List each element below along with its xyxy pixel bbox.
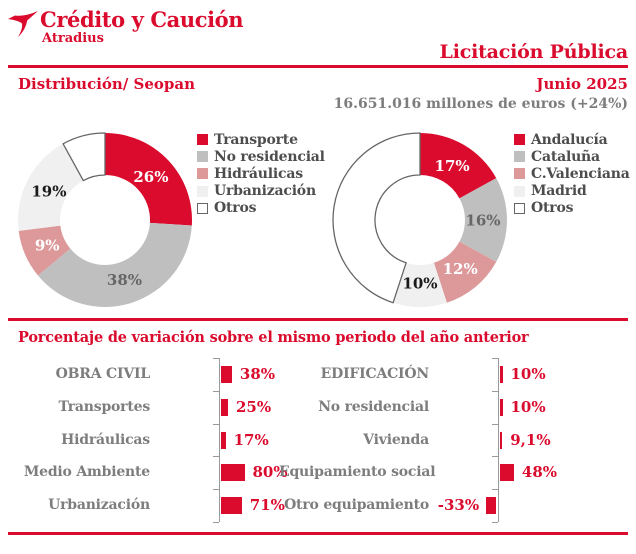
donut-slice-value-madrid: 10% <box>402 274 438 293</box>
bar-category-label-otro-equipamiento: Otro equipamiento <box>284 497 429 514</box>
sector-donut-chart <box>15 130 195 310</box>
bar-category-label-no-residencial: No residencial <box>318 398 429 415</box>
bar-axis <box>219 358 220 522</box>
axis-tick <box>213 489 219 490</box>
bar-category-label-medio-ambiente: Medio Ambiente <box>23 464 150 481</box>
donut-slice-value-andaluci-a: 17% <box>434 157 470 176</box>
legend-swatch-otros <box>514 203 525 214</box>
legend-label-transporte: Transporte <box>214 131 298 148</box>
legend-item-no-residencial <box>197 148 325 165</box>
brand-bird-icon <box>8 11 38 37</box>
edificacion-bar-chart <box>279 358 636 530</box>
legend-item-otros <box>514 200 630 217</box>
axis-tick <box>492 424 498 425</box>
bar-value-no-residencial: 10% <box>510 397 546 416</box>
legend-label-c-valenciana: C.Valenciana <box>531 165 630 182</box>
legend-swatch-urbanizacio-n <box>197 186 208 197</box>
axis-tick <box>213 358 219 359</box>
bar-hidra-ulicas <box>221 432 226 449</box>
legend-item-urbanizacio-n <box>197 183 325 200</box>
sector-legend <box>197 131 325 217</box>
brand-name: Crédito y Caución <box>40 7 244 32</box>
axis-tick <box>213 456 219 457</box>
total-amount-label: 16.651.016 millones de euros (+24%) <box>333 96 628 112</box>
donut-slice-value-transporte: 26% <box>133 168 169 187</box>
bar-vivienda <box>500 432 503 449</box>
donut-slice-value-c-valenciana: 12% <box>442 259 478 278</box>
brand-subname: Atradius <box>42 31 104 46</box>
axis-tick <box>213 424 219 425</box>
legend-label-catalun-a: Cataluña <box>531 148 600 165</box>
region-donut-chart <box>330 130 510 310</box>
donut-slice-value-catalun-a: 16% <box>465 211 501 230</box>
bar-axis <box>498 358 499 522</box>
legend-swatch-catalun-a <box>514 151 525 162</box>
bar-category-label-obra-civil: OBRA CIVIL <box>55 366 150 382</box>
bar-transportes <box>221 399 229 416</box>
bar-no-residencial <box>500 399 503 416</box>
period-label: Junio 2025 <box>536 75 628 93</box>
axis-tick <box>492 358 498 359</box>
legend-item-andaluci-a <box>514 131 630 148</box>
legend-label-andaluci-a: Andalucía <box>531 131 608 148</box>
bar-medio-ambiente <box>221 464 245 481</box>
bar-value-hidra-ulicas: 17% <box>233 430 269 449</box>
axis-tick <box>492 456 498 457</box>
divider-middle <box>8 318 628 321</box>
bar-category-label-vivienda: Vivienda <box>363 431 429 448</box>
legend-swatch-no-residencial <box>197 151 208 162</box>
bar-value-edificacio-n: 10% <box>510 365 546 383</box>
axis-tick <box>492 522 498 523</box>
bar-category-label-edificacio-n: EDIFICACIÓN <box>320 366 429 382</box>
bar-urbanizacio-n <box>221 497 242 514</box>
divider-top <box>8 65 628 68</box>
legend-item-transporte <box>197 131 325 148</box>
bar-otro-equipamiento <box>486 497 496 514</box>
donut-slice-value-no-residencial: 38% <box>106 271 143 290</box>
legend-swatch-otros <box>197 203 208 214</box>
legend-item-hidra-ulicas <box>197 165 325 182</box>
variation-section-title: Porcentaje de variación sobre el mismo periodo del año anterior <box>18 329 529 346</box>
bar-edificacio-n <box>500 366 503 383</box>
legend-label-no-residencial: No residencial <box>214 148 325 165</box>
bar-equipamiento-social <box>500 464 514 481</box>
legend-swatch-transporte <box>197 134 208 145</box>
legend-label-urbanizacio-n: Urbanización <box>214 183 316 200</box>
axis-tick <box>492 391 498 392</box>
bar-value-otro-equipamiento: -33% <box>437 496 480 515</box>
bar-value-urbanizacio-n: 71% <box>249 496 285 515</box>
bar-obra-civil <box>221 366 232 383</box>
bar-value-vivienda: 9,1% <box>510 430 551 449</box>
donut-slice-value-hidra-ulicas: 9% <box>34 236 60 255</box>
page-title: Licitación Pública <box>439 41 628 63</box>
legend-item-catalun-a <box>514 148 630 165</box>
legend-swatch-hidra-ulicas <box>197 168 208 179</box>
bar-category-label-equipamiento-social: Equipamiento social <box>279 464 436 481</box>
legend-label-madrid: Madrid <box>531 183 587 200</box>
legend-swatch-madrid <box>514 186 525 197</box>
bar-value-transportes: 25% <box>236 397 272 416</box>
bar-category-label-transportes: Transportes <box>58 398 150 415</box>
distribution-source-label: Distribución/ Seopan <box>18 75 196 93</box>
legend-item-otros <box>197 200 325 217</box>
donut-slice-value-urbanizacio-n: 19% <box>31 182 67 201</box>
legend-label-otros: Otros <box>214 200 257 217</box>
bar-value-medio-ambiente: 80% <box>252 463 288 482</box>
region-legend <box>514 131 630 217</box>
legend-label-hidra-ulicas: Hidráulicas <box>214 165 303 182</box>
bar-category-label-urbanizacio-n: Urbanización <box>48 497 150 514</box>
obra-civil-bar-chart <box>0 358 318 530</box>
legend-swatch-c-valenciana <box>514 168 525 179</box>
bar-category-label-hidra-ulicas: Hidráulicas <box>61 431 150 448</box>
axis-tick <box>213 522 219 523</box>
bar-value-obra-civil: 38% <box>239 365 276 383</box>
legend-item-c-valenciana <box>514 165 630 182</box>
axis-tick <box>213 391 219 392</box>
axis-tick <box>492 489 498 490</box>
legend-swatch-andaluci-a <box>514 134 525 145</box>
legend-label-otros: Otros <box>531 200 574 217</box>
bar-value-equipamiento-social: 48% <box>521 463 558 482</box>
divider-bottom <box>8 532 628 535</box>
legend-item-madrid <box>514 183 630 200</box>
